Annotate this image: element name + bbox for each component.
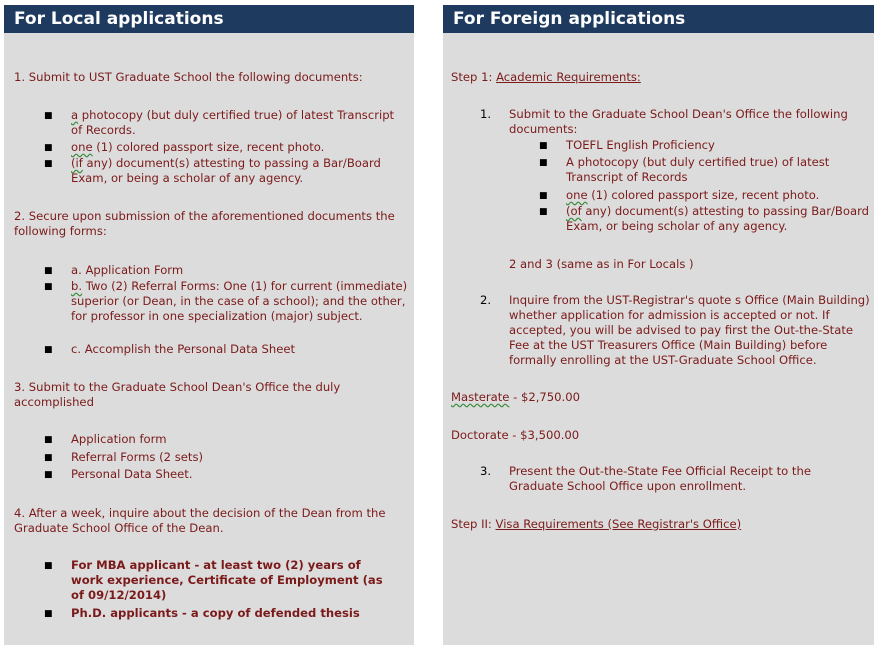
local-step2-item: c. Accomplish the Personal Data Sheet	[71, 342, 296, 356]
local-step2: 2. Secure upon submission of the aforementioned documents the following forms:	[14, 209, 395, 238]
square-bullet-icon: ■	[44, 561, 53, 571]
local-step3: 3. Submit to the Graduate School Dean's Office the duly accomplished	[14, 380, 341, 409]
foreign-step1: Step 1: Academic Requirements:	[451, 70, 641, 84]
square-bullet-icon: ■	[44, 143, 53, 153]
item-number: 1.	[480, 107, 492, 121]
foreign-item1-bullet: TOEFL English Proficiency	[566, 138, 715, 152]
foreign-item3: Present the Out-the-State Fee Official Receipt to the Graduate School Office upon enrollment.	[509, 464, 811, 493]
square-bullet-icon: ■	[44, 609, 53, 619]
local-step1-item: a photocopy (but duly certified true) of latest Transcript of Records.	[71, 108, 395, 137]
local-column	[4, 5, 414, 645]
item-number: 2.	[480, 293, 492, 307]
local-header: For Local applications	[4, 5, 414, 33]
square-bullet-icon: ■	[44, 159, 53, 169]
local-step1-item: (if any) document(s) attesting to passing a Bar/Board Exam, or being a scholar of any agency.	[71, 156, 381, 185]
local-step1: 1. Submit to UST Graduate School the following documents:	[14, 70, 363, 84]
same-as-locals-note: 2 and 3 (same as in For Locals )	[509, 257, 694, 271]
foreign-item2: Inquire from the UST-Registrar's quote s Office (Main Building) whether application for admission is accepted or not. If accepted, you will be advised to pay first the Out-the-State Fee at the UST Treasurers Office (Main Building) before formally enrolling at the UST-Graduate School Office.	[509, 293, 870, 367]
masterate-fee: Masterate - $2,750.00	[451, 390, 580, 404]
academic-requirements-link[interactable]: Academic Requirements:	[496, 70, 641, 84]
square-bullet-icon: ■	[539, 207, 548, 217]
square-bullet-icon: ■	[539, 191, 548, 201]
local-step4: 4. After a week, inquire about the decision of the Dean from the Graduate School Office of the Dean.	[14, 506, 386, 535]
foreign-item1-bullet: A photocopy (but duly certified true) of latest Transcript of Records	[566, 155, 830, 184]
square-bullet-icon: ■	[44, 266, 53, 276]
foreign-panel	[443, 33, 874, 645]
local-step3-item: Application form	[71, 432, 167, 446]
foreign-item1-bullet: (of any) document(s) attesting to passing Bar/Board Exam, or being scholar of any agency.	[566, 204, 869, 233]
local-step4-item: For MBA applicant - at least two (2) years of work experience, Certificate of Employment (as of 09/12/2014)	[71, 558, 383, 602]
item-number: 3.	[480, 464, 492, 478]
square-bullet-icon: ■	[44, 435, 53, 445]
square-bullet-icon: ■	[539, 158, 548, 168]
local-step4-item: Ph.D. applicants - a copy of defended thesis	[71, 606, 360, 620]
square-bullet-icon: ■	[44, 282, 53, 292]
foreign-item1: Submit to the Graduate School Dean's Office the following documents:	[509, 107, 848, 136]
foreign-item1-bullet: one (1) colored passport size, recent photo.	[566, 188, 820, 202]
square-bullet-icon: ■	[44, 453, 53, 463]
square-bullet-icon: ■	[539, 141, 548, 151]
square-bullet-icon: ■	[44, 345, 53, 355]
local-step2-item: b. Two (2) Referral Forms: One (1) for current (immediate) superior (or Dean, in the case of a school); and the other, for professor in one specialization (major) subject.	[71, 279, 408, 323]
local-step2-item: a. Application Form	[71, 263, 184, 277]
square-bullet-icon: ■	[44, 470, 53, 480]
local-panel	[4, 33, 414, 645]
square-bullet-icon: ■	[44, 111, 53, 121]
visa-requirements-link[interactable]: Visa Requirements (See Registrar's Office)	[495, 517, 742, 531]
foreign-step2: Step II: Visa Requirements (See Registrar's Office)	[451, 517, 742, 531]
local-step1-item: one (1) colored passport size, recent photo.	[71, 140, 325, 154]
local-step3-item: Referral Forms (2 sets)	[71, 450, 204, 464]
doctorate-fee: Doctorate - $3,500.00	[451, 428, 580, 442]
foreign-header: For Foreign applications	[443, 5, 874, 33]
local-step3-item: Personal Data Sheet.	[71, 467, 193, 481]
foreign-column	[443, 5, 874, 645]
